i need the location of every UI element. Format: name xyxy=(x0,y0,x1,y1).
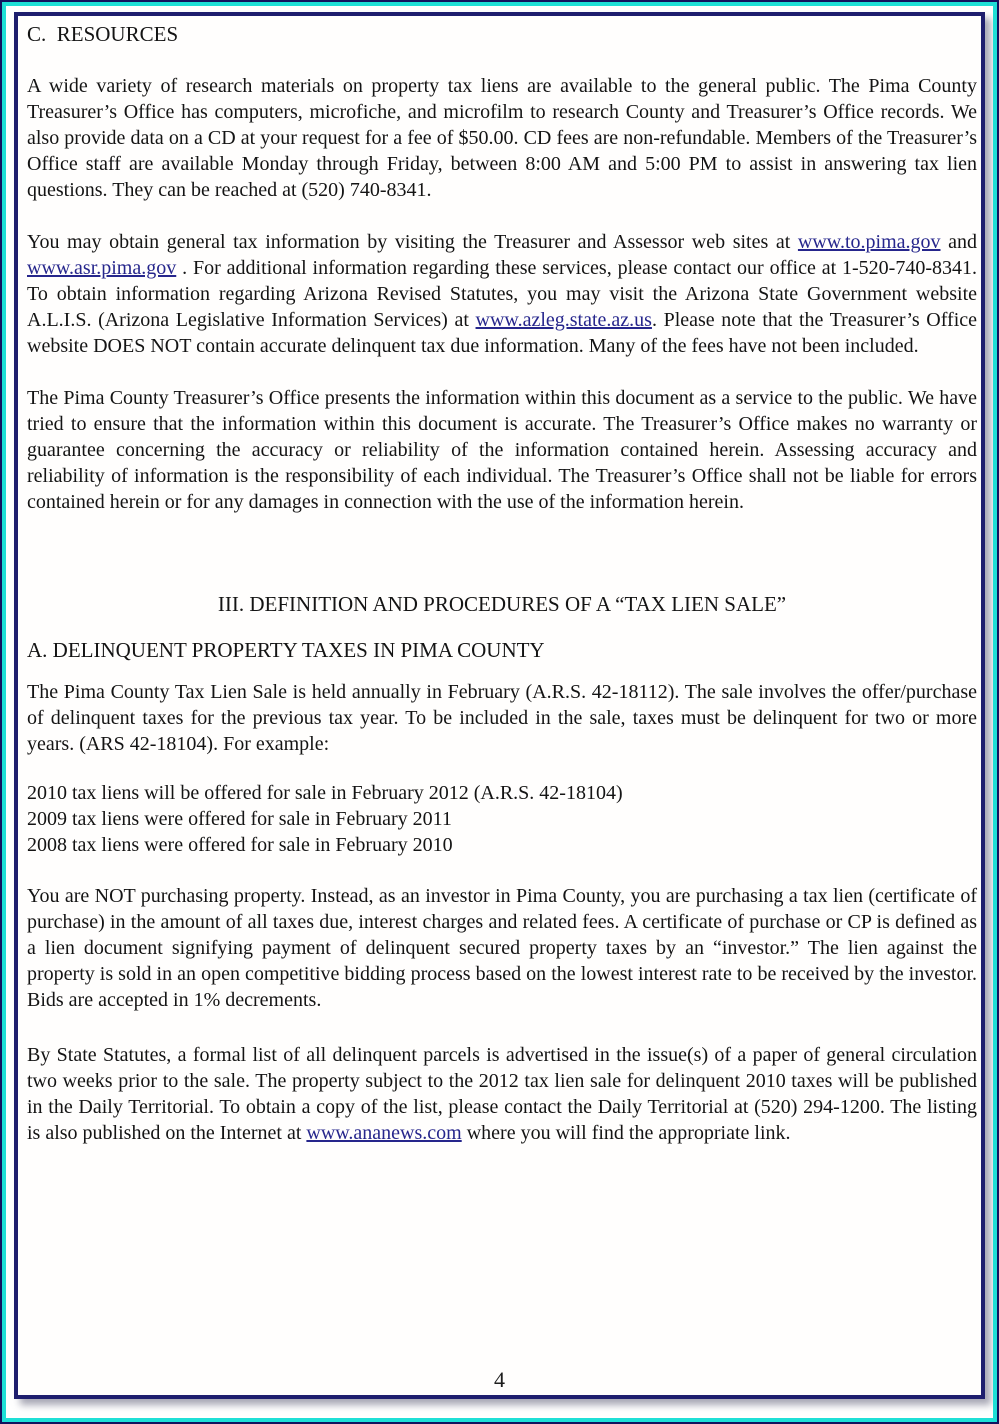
paragraph-research-materials: A wide variety of research materials on property tax liens are available to the general public. The Pima County Treasurer’s Office has computers, microfiche, and microfilm to research County and Treasurer’s Office records. We also provide data on a CD at your request for a fee of $50.00. CD fees are non-refundable. Members of the Treasurer’s Office staff are available Monday through Friday, between 8:00 AM and 5:00 PM to assist in answering tax lien questions. They can be reached at (520) 740-8341. xyxy=(27,75,977,201)
link-www-to-pima-gov[interactable]: www.to.pima.gov xyxy=(797,231,941,253)
paragraph-obtain-tax-info xyxy=(27,229,977,359)
text-run: where you will find the appropriate link. xyxy=(461,1122,791,1144)
text-run: By State Statutes, a formal list of all delinquent parcels is advertised in the issue(s) of a paper of general circulation two weeks prior to the sale. The property subject to the 2012 tax lien sale for delinquent 2010 taxes will be published in the Daily Territorial. To obtain a copy of the list, please contact the Daily Territorial at (520) 294-1200. The listing is also published on the Internet at xyxy=(27,1044,977,1144)
link-www-ananews-com[interactable]: www.ananews.com xyxy=(306,1122,462,1144)
example-line-2010: 2010 tax liens will be offered for sale in February 2012 (A.R.S. 42-18104) xyxy=(27,782,623,804)
example-year-list xyxy=(27,780,977,858)
text-run: and xyxy=(940,231,977,253)
document-border-box xyxy=(14,12,985,1399)
paragraph-not-purchasing: You are NOT purchasing property. Instead, as an investor in Pima County, you are purchasing a tax lien (certificate of purchase) in the amount of all taxes due, interest charges and related fees. A certificate of purchase or CP is defined as a lien document signifying payment of delinquent secured property taxes by an “investor.” The lien against the property is sold in an open competitive bidding process based on the lowest interest rate to be received by the investor. Bids are accepted in 1% decrements. xyxy=(27,885,977,1011)
page-number: 4 xyxy=(494,1367,505,1392)
paragraph-tax-lien-sale: The Pima County Tax Lien Sale is held annually in February (A.R.S. 42-18112). The sale involves the offer/purchase of delinquent taxes for the previous tax year. To be included in the sale, taxes must be delinquent for two or more years. (ARS 42-18104). For example: xyxy=(27,681,977,755)
link-www-asr-pima-gov[interactable]: www.asr.pima.gov xyxy=(27,257,177,279)
text-run: . Please note that the Treasurer’s Office website DOES NOT contain accurate delinquent tax due information. Many of the fees have not been included. xyxy=(27,309,978,357)
section-a-heading: A. DELINQUENT PROPERTY TAXES IN PIMA COUNTY xyxy=(27,638,545,662)
text-run: . For additional information regarding these services, please contact our office at 1-520-740-8341. To obtain information regarding Arizona Revised Statutes, you may visit the Arizona State Government website A.L.I.S. (Arizona Legislative Information Services) at xyxy=(27,257,977,331)
link-www-azleg-state-az-us[interactable]: www.azleg.state.az.us xyxy=(475,309,652,331)
example-line-2008: 2008 tax liens were offered for sale in February 2010 xyxy=(27,834,453,856)
paragraph-disclaimer: The Pima County Treasurer’s Office presents the information within this document as a service to the public. We have tried to ensure that the information within this document is accurate. The Treasurer’s Office makes no warranty or guarantee concerning the accuracy or reliability of the information contained herein. Assessing accuracy and reliability of information is the responsibility of each individual. The Treasurer’s Office shall not be liable for errors contained herein or for any damages in connection with the use of the information herein. xyxy=(27,387,977,513)
section-c-heading: C. RESOURCES xyxy=(27,22,179,46)
paragraph-state-statutes xyxy=(27,1042,977,1146)
section-iii-heading: III. DEFINITION AND PROCEDURES OF A “TAX LIEN SALE” xyxy=(217,592,787,616)
text-run: You may obtain general tax information by visiting the Treasurer and Assessor web sites at xyxy=(27,231,798,253)
example-line-2009: 2009 tax liens were offered for sale in February 2011 xyxy=(27,808,452,830)
